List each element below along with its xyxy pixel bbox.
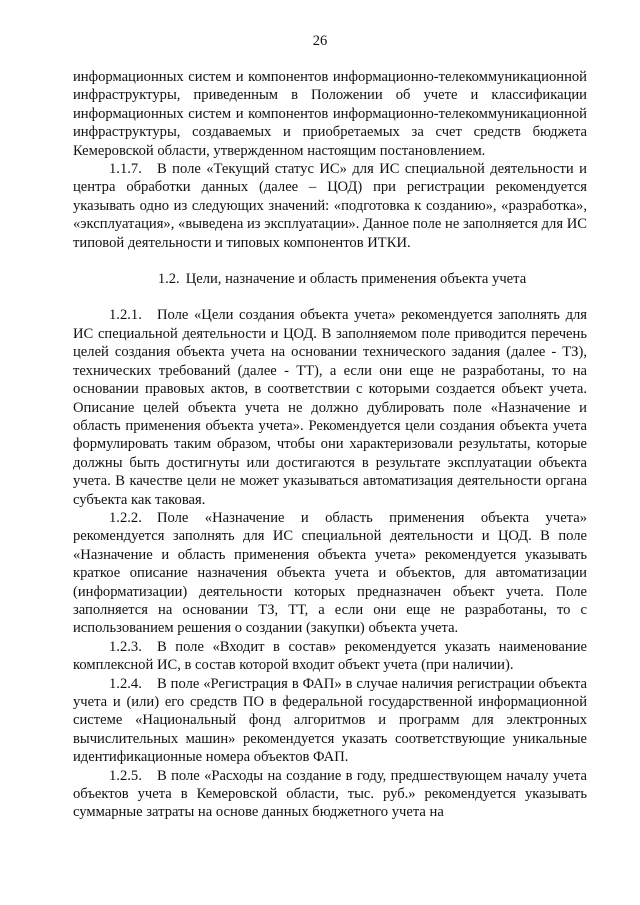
clause-number: 1.1.7. [109,161,142,178]
clause-number: 1.2.1. [109,307,142,324]
clause-text: В поле «Расходы на создание в году, предшествующем началу учета объектов учета в Кемеровской области, тыс. руб.» рекомендуется указывать суммарные затраты на основе данных бюджетного учета на [73,767,587,821]
clause-number: 1.2.4. [109,675,142,692]
document-body [73,68,587,822]
paragraph-1-2-3 [73,638,587,675]
clause-number: 1.2.2. [109,509,142,526]
section-heading-1-2 [73,270,587,288]
clause-number: 1.2.3. [109,638,142,655]
clause-text: Поле «Назначение и область применения объекта учета» рекомендуется заполнять для ИС специальной деятельности и ЦОД. В поле «Назначение и область применения объекта учета» рекомендуется указывать краткое описание назначения объекта учета и объектов, для автоматизации (информатизации) деятельности которых предназначен объект учета. Поле заполняется на основании ТЗ, ТТ, а если они еще не разработаны, то с использованием решения о создании (закупки) объекта учета. [73,509,587,637]
section-title: Цели, назначение и область применения объекта учета [185,271,527,288]
clause-text: Поле «Цели создания объекта учета» рекомендуется заполнять для ИС специальной деятельности и ЦОД. В заполняемом поле приводится перечень целей создания объекта учета на основании технического задания (далее - ТЗ), технических требований (далее - ТТ), а если они еще не разработаны, то на основании правовых актов, в соответствии с которыми создается объект учета. Описание целей объекта учета не должно дублировать поле «Назначение и область применения объекта учета». Рекомендуется цели создания объекта учета формулировать таким образом, чтобы они характеризовали результаты, которые должны быть достигнуты или достигаются в результате эксплуатации объекта учета. В качестве цели не может указываться автоматизация деятельности органа субъекта как таковая. [73,307,587,508]
clause-text: В поле «Входит в состав» рекомендуется указать наименование комплексной ИС, в состав которой входит объект учета (при наличии). [73,638,587,674]
paragraph-1-2-4 [73,675,587,767]
paragraph-1-2-2 [73,509,587,638]
clause-text: В поле «Текущий статус ИС» для ИС специальной деятельности и центра обработки данных (далее – ЦОД) при регистрации рекомендуется указывать одно из следующих значений: «подготовка к созданию», «разработка», «эксплуатация», «выведена из эксплуатации». Данное поле не заполняется для ИС типовой деятельности и типовых компонентов ИТКИ. [73,161,587,251]
section-number: 1.2. [157,271,180,288]
paragraph-1-2-5 [73,767,587,822]
paragraph-continuation: информационных систем и компонентов информационно-телекоммуникационной инфраструктуры, приведенным в Положении об учете и классификации информационных систем и компонентов информационно-телекоммуникационной инфраструктуры, создаваемых и приобретаемых за счет средств бюджета Кемеровской области, утвержденном настоящим постановлением. [73,69,587,159]
clause-text: В поле «Регистрация в ФАП» в случае наличия регистрации объекта учета и (или) его средств ПО в федеральной государственной информационной системе «Национальный фонд алгоритмов и программ для электронных вычислительных машин» рекомендуется указать соответствующие уникальные идентификационные номера объектов ФАП. [73,675,587,766]
clause-number: 1.2.5. [109,767,142,784]
page-number: 26 [312,33,328,49]
paragraph-1-1-7 [73,160,587,252]
paragraph-1-2-1 [73,306,587,508]
